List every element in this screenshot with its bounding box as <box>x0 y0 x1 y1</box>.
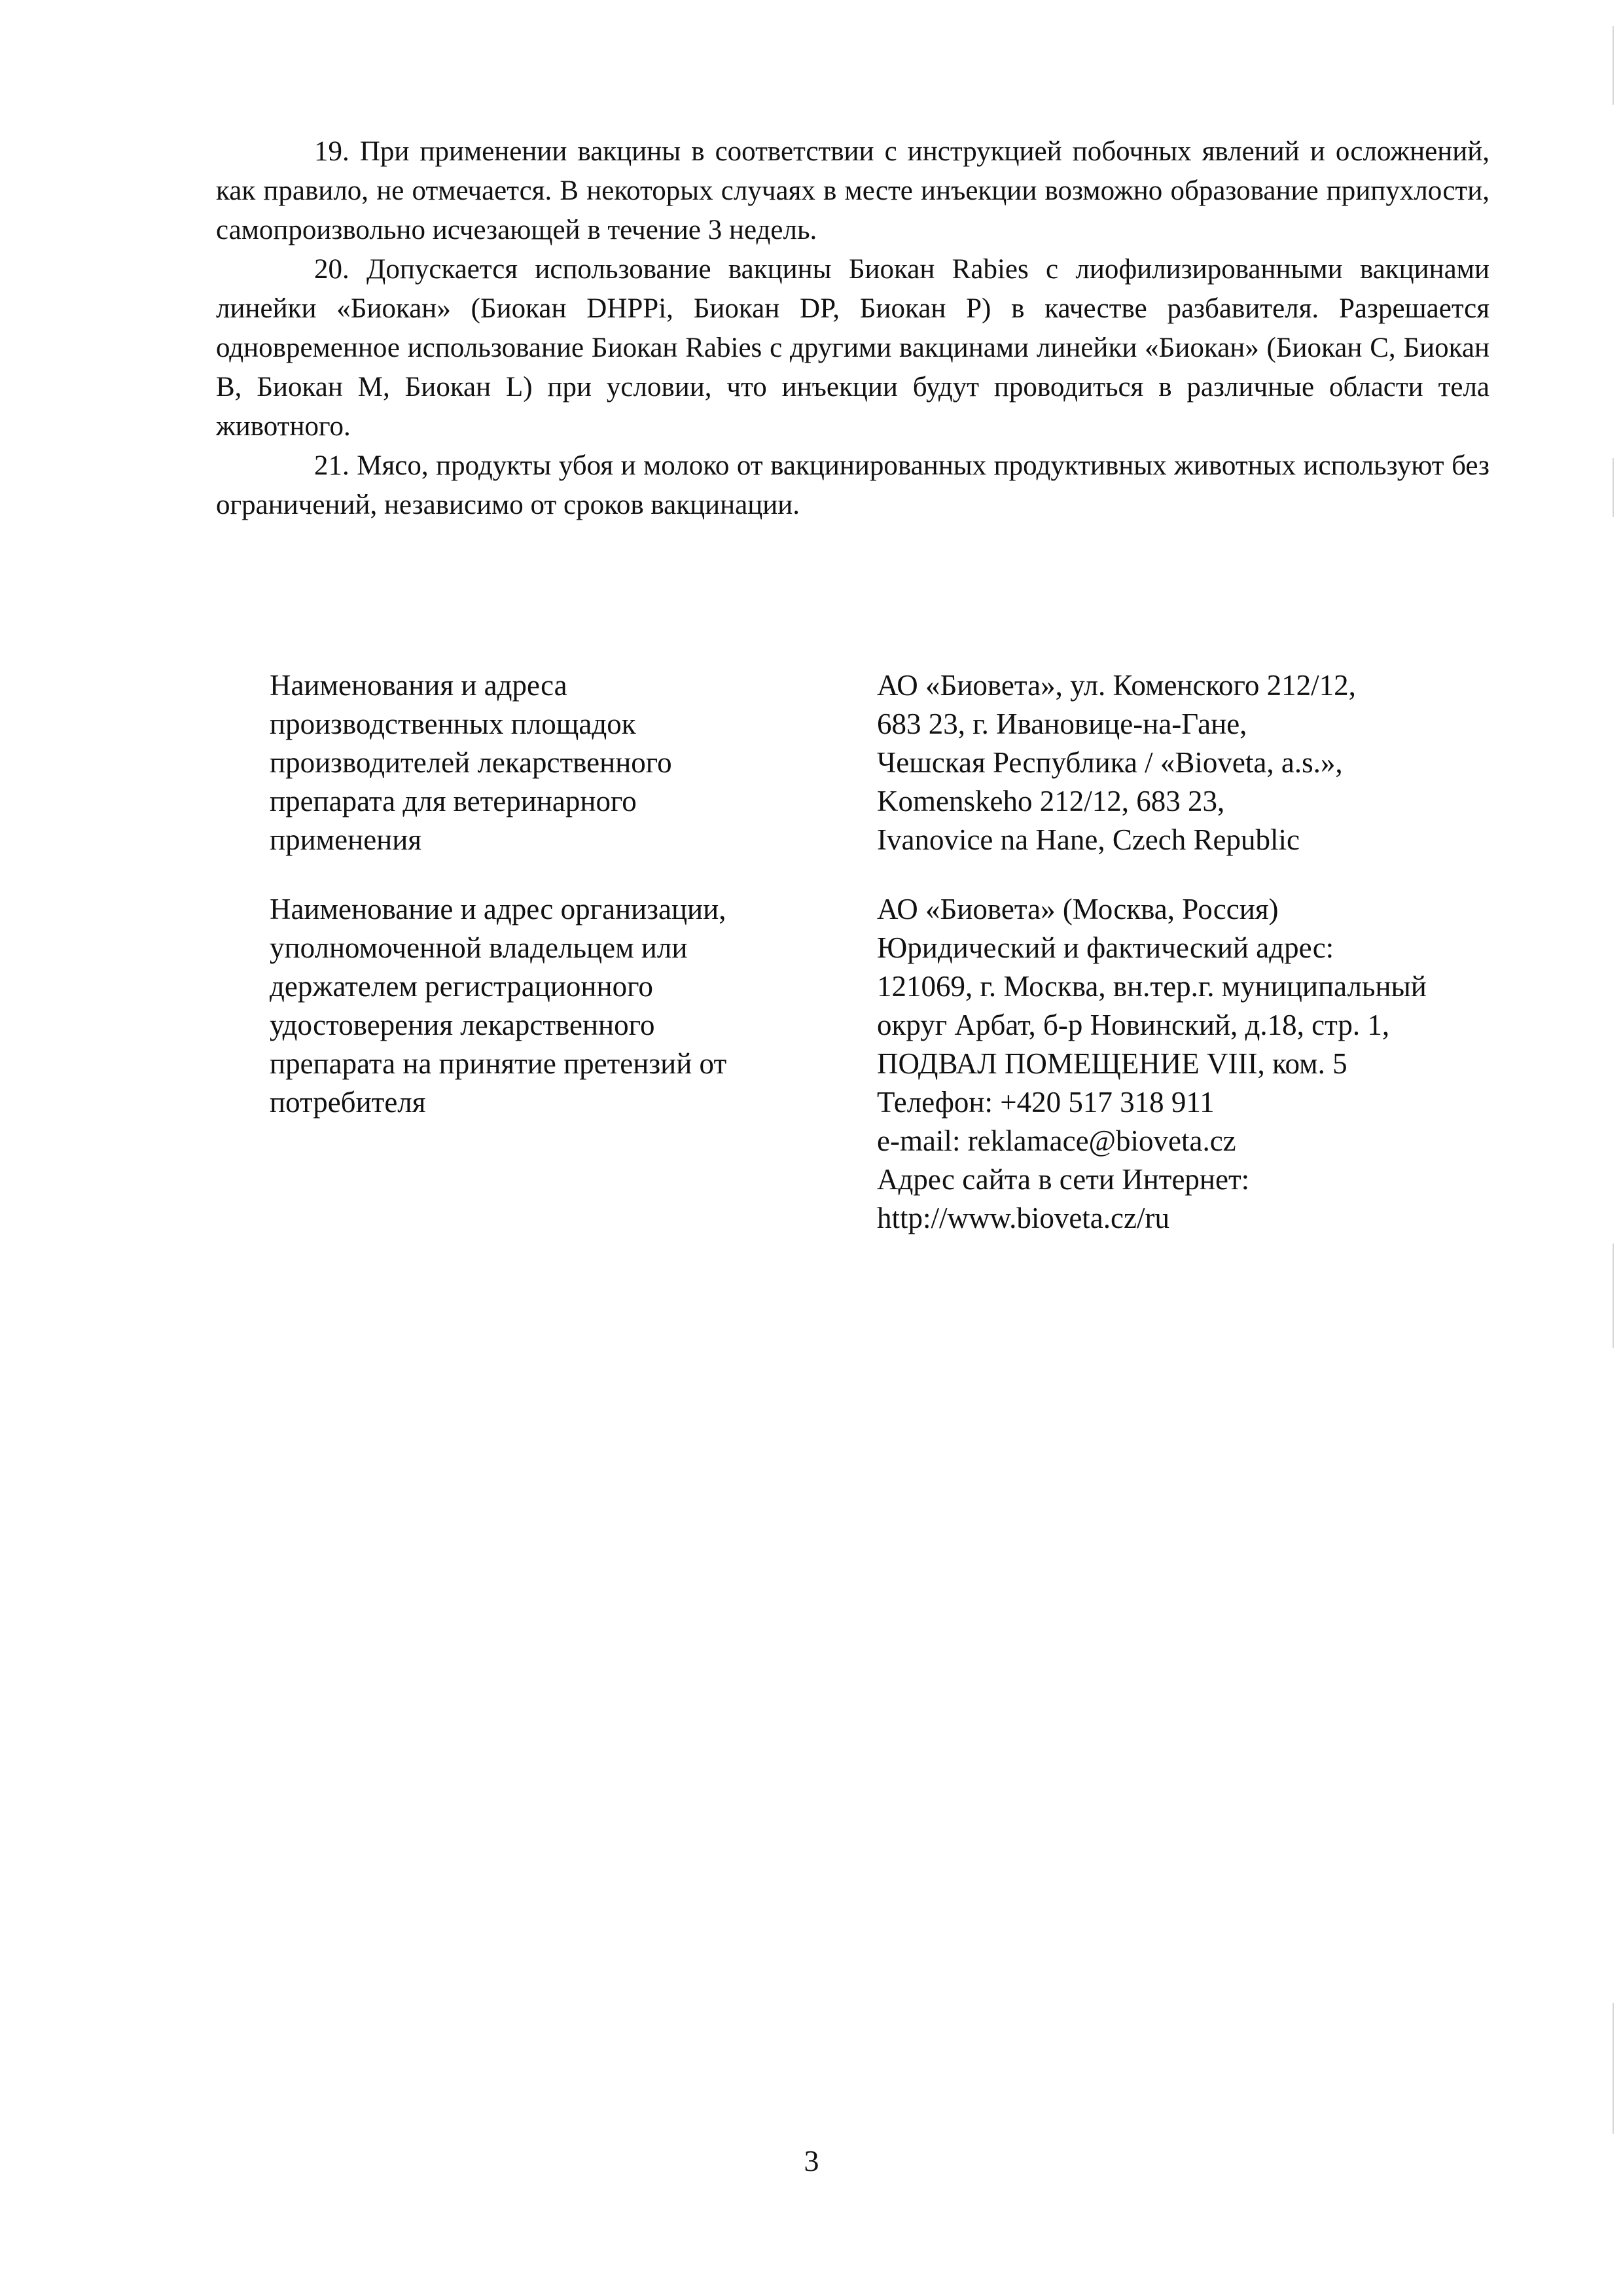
scan-edge-mark <box>1613 1244 1614 1348</box>
authorized-org-label-line: потребителя <box>270 1086 426 1119</box>
authorized-org-label-line: держателем регистрационного <box>270 970 653 1003</box>
address-line: округ Арбат, б-р Новинский, д.18, стр. 1, <box>877 1009 1390 1041</box>
manufacturer-label-line: применения <box>270 823 422 856</box>
manufacturer-label-line: Наименования и адреса <box>270 669 567 702</box>
authorized-org-label-line: удостоверения лекарственного <box>270 1009 655 1041</box>
authorized-org-label-line: уполномоченной владельцем или <box>270 931 688 964</box>
phone-text: Телефон: +420 517 318 911 <box>877 1086 1215 1119</box>
email-text: e-mail: reklamace@bioveta.cz <box>877 1124 1236 1157</box>
manufacturer-label <box>270 666 813 859</box>
address-line: 121069, г. Москва, вн.тер.г. муниципальный <box>877 970 1427 1003</box>
scan-edge-mark <box>1613 458 1614 517</box>
paragraph-20: 20. Допускается использование вакцины Биокан Rabies с лиофилизированными вакцинами линейки «Биокан» (Биокан DHPPi, Биокан DP, Биокан P) в качестве разбавителя. Разрешается одновременное использование Биокан Rabies с другими вакцинами линейки «Биокан» (Биокан C, Биокан B, Биокан M, Биокан L) при условии, что инъекции будут проводиться в различные области тела животного. <box>216 254 1489 442</box>
manufacturer-label-line: производственных площадок <box>270 708 636 740</box>
instruction-text <box>216 132 1489 525</box>
website-heading: Адрес сайта в сети Интернет: <box>877 1163 1250 1196</box>
address-heading: Юридический и фактический адрес: <box>877 931 1334 964</box>
manufacturer-address-line: Чешская Республика / «Bioveta, a.s.», <box>877 746 1343 779</box>
manufacturer-address-line: Ivanovice na Hane, Czech Republic <box>877 823 1300 856</box>
paragraph-21: 21. Мясо, продукты убоя и молоко от вакцинированных продуктивных животных используют без ограничений, независимо от сроков вакцинации. <box>216 450 1489 520</box>
manufacturer-address-line: 683 23, г. Ивановице-на-Гане, <box>877 708 1247 740</box>
manufacturer-label-line: производителей лекарственного <box>270 746 672 779</box>
manufacturer-address <box>877 666 1531 859</box>
address-line: ПОДВАЛ ПОМЕЩЕНИЕ VIII, ком. 5 <box>877 1047 1347 1080</box>
manufacturer-label-line: препарата для ветеринарного <box>270 785 637 817</box>
manufacturer-address-line: Komenskeho 212/12, 683 23, <box>877 785 1225 817</box>
authorized-org-label-line: препарата на принятие претензий от <box>270 1047 727 1080</box>
paragraph-19: 19. При применении вакцины в соответствии с инструкцией побочных явлений и осложнений, как правило, не отмечается. В некоторых случаях в месте инъекции возможно образование припухлости, самопроизвольно исчезающей в течение 3 недель. <box>216 136 1489 245</box>
website-url: http://www.bioveta.cz/ru <box>877 1202 1169 1234</box>
authorized-org-label-line: Наименование и адрес организации, <box>270 893 726 925</box>
authorized-org-name: АО «Биовета» (Москва, Россия) <box>877 893 1279 925</box>
scan-edge-mark <box>1613 2003 1614 2134</box>
scan-edge-mark <box>1613 26 1614 105</box>
authorized-org-label <box>270 890 813 1122</box>
page-number: 3 <box>804 2144 819 2178</box>
manufacturer-address-line: АО «Биовета», ул. Коменского 212/12, <box>877 669 1356 702</box>
authorized-org-contacts <box>877 890 1531 1238</box>
